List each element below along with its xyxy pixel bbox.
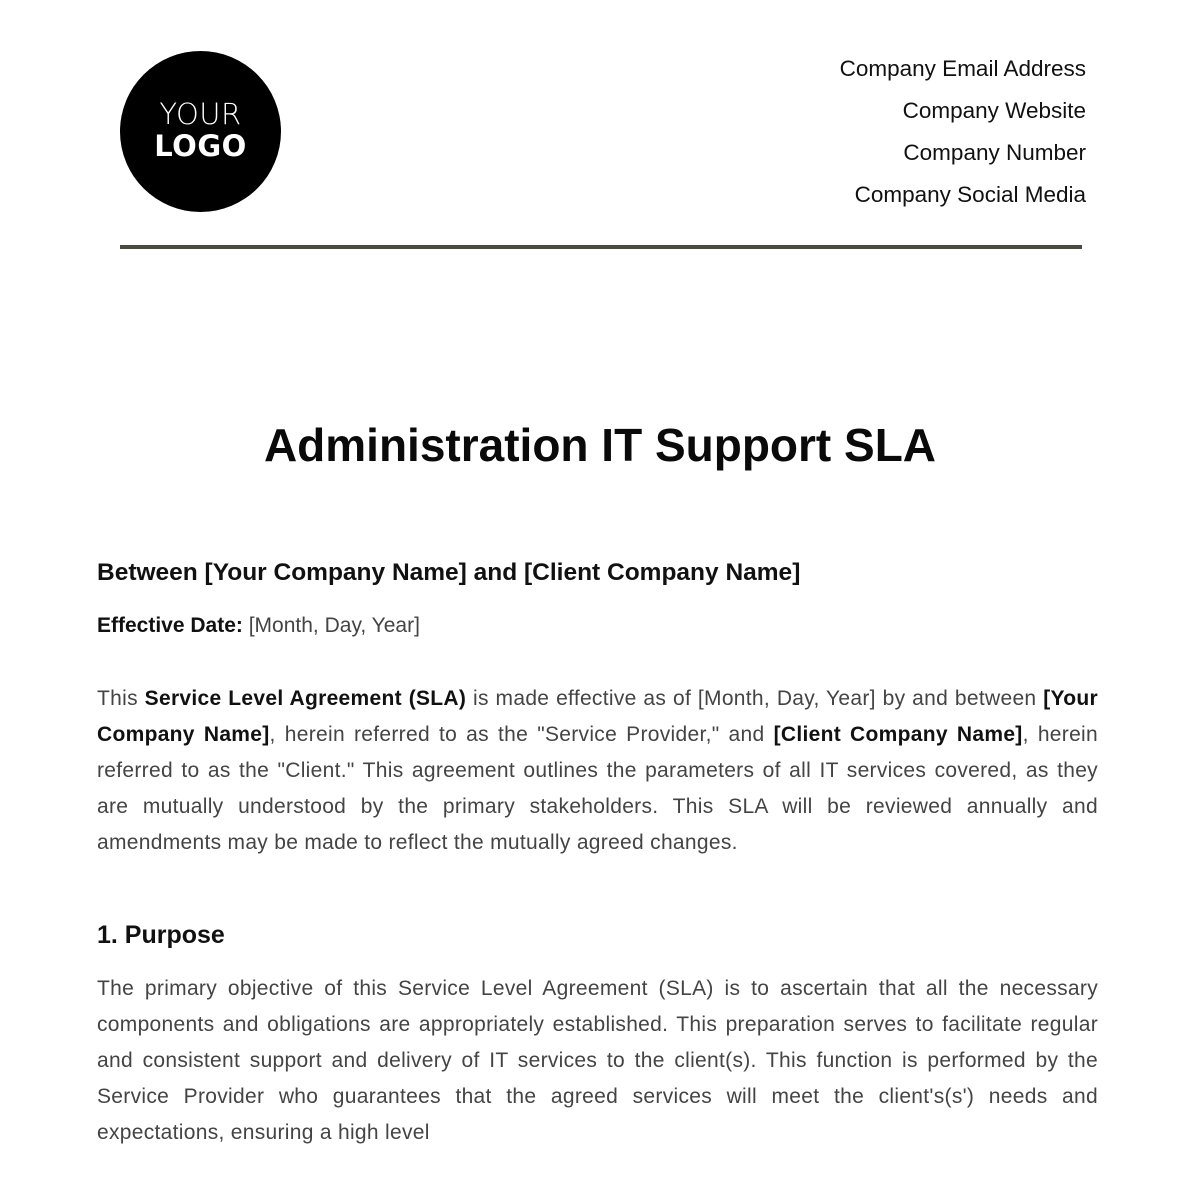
company-social-media: Company Social Media [854, 182, 1086, 207]
effective-date-value: [Month, Day, Year] [242, 614, 420, 637]
intro-bold-sla: Service Level Agreement (SLA) [144, 687, 467, 710]
intro-text-2: is made effective as of [Month, Day, Year] by and between [466, 687, 1044, 710]
effective-date-label: Effective Date: [97, 614, 243, 637]
company-website: Company Website [902, 98, 1086, 123]
document-body [97, 555, 1098, 1151]
logo-line-your: YOUR [159, 96, 242, 131]
company-number: Company Number [903, 140, 1086, 165]
intro-text-4: , herein referred to as the "Client." This agreement outlines the parameters of all IT services covered, as they are mutually understood by the primary stakeholders. This SLA will be reviewed annually and amendments may be made to reflect the mutually agreed changes. [97, 723, 1098, 854]
intro-text-1: This [97, 687, 145, 710]
effective-date-line [97, 611, 1098, 641]
document-title: Administration IT Support SLA [263, 419, 937, 471]
header-divider [120, 245, 1082, 249]
agreement-parties-heading: Between [Your Company Name] and [Client Company Name] [97, 559, 801, 586]
section-body-purpose: The primary objective of this Service Level Agreement (SLA) is to ascertain that all the necessary components and obligations are appropriately established. This preparation serves to facilitate regular and consistent support and delivery of IT services to the client(s). This function is performed by the Service Provider who guarantees that the agreed services will meet the client's(s') needs and expectations, ensuring a high level [97, 977, 1098, 1144]
intro-text-3: , herein referred to as the "Service Provider," and [269, 723, 774, 746]
logo-line-logo: LOGO [154, 128, 247, 163]
intro-bold-provider: [Your Company Name] [97, 687, 1098, 746]
section-heading-purpose: 1. Purpose [97, 921, 225, 949]
company-email: Company Email Address [839, 56, 1086, 81]
company-contact-block [840, 52, 1086, 220]
intro-bold-client: [Client Company Name] [773, 723, 1023, 746]
intro-paragraph [97, 681, 1098, 861]
company-logo [120, 51, 281, 212]
